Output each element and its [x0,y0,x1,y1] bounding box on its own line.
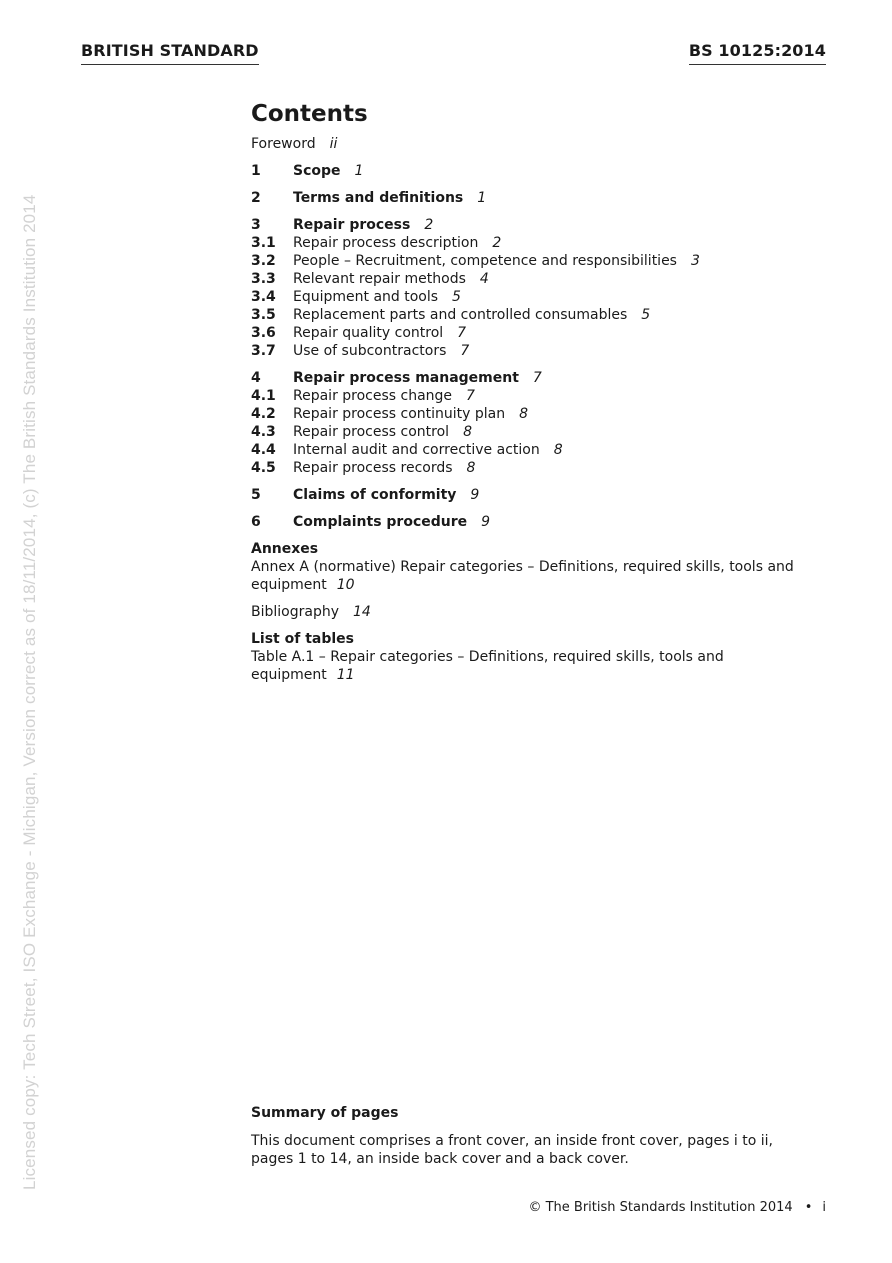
toc-label: Use of subcontractors [293,343,447,359]
toc-page: 14 [353,604,371,620]
toc-number: 3 [251,217,261,233]
toc-entry-3-3[interactable] [251,270,821,288]
toc-label: Repair process records [293,460,453,476]
toc-page: 8 [519,406,529,422]
table-of-contents [251,97,821,684]
toc-page: 1 [354,163,364,179]
toc-page: 4 [479,271,489,287]
toc-number: 1 [251,163,261,179]
toc-entry-3-5[interactable] [251,306,821,324]
toc-label: Claims of conformity [293,487,457,503]
toc-entry-annex-a[interactable] [251,558,821,594]
toc-label: Foreword [251,136,316,152]
toc-entry-1[interactable] [251,162,821,180]
toc-page: 3 [690,253,700,269]
toc-entry-4[interactable] [251,369,821,387]
toc-label: Repair process change [293,388,453,404]
toc-page: 8 [463,424,472,440]
toc-entry-3-2[interactable] [251,252,821,270]
toc-page: 9 [481,514,491,530]
toc-label: Internal audit and corrective action [293,442,540,458]
toc-number: 3.1 [251,235,276,251]
toc-label: Equipment and tools [293,289,439,305]
toc-page: 1 [477,190,487,206]
toc-label: Relevant repair methods [293,271,466,287]
toc-page: 2 [492,235,502,251]
toc-number: 3.3 [251,271,276,287]
toc-number: 5 [251,487,261,503]
toc-number: 3.4 [251,289,276,305]
list-of-tables-heading: List of tables [251,631,354,647]
annexes-heading: Annexes [251,541,319,557]
toc-page: 10 [336,577,355,593]
toc-page: 7 [532,370,542,386]
toc-label: Repair process control [293,424,450,440]
toc-entry-bibliography[interactable] [251,603,821,621]
summary-text: This document comprises a front cover, an inside front cover, pages i to ii, pages 1 to 14, an inside back cover and a back cover. [251,1133,773,1167]
toc-label: Repair process description [293,235,479,251]
toc-page: 8 [553,442,563,458]
toc-page: 8 [466,460,476,476]
toc-page: 2 [424,217,434,233]
toc-page: 5 [641,307,651,323]
toc-label: Terms and definitions [293,190,464,206]
toc-label: People – Recruitment, competence and responsibilities [293,253,677,269]
toc-number: 4.2 [251,406,276,422]
toc-entry-table-a1[interactable] [251,648,741,684]
toc-label: Scope [293,163,341,179]
toc-entry-4-2[interactable] [251,405,821,423]
toc-entry-4-1[interactable] [251,387,821,405]
toc-entry-3-7[interactable] [251,342,821,360]
toc-label: Repair quality control [293,325,444,341]
toc-label: Repair process management [293,370,519,386]
toc-number: 3.6 [251,325,276,341]
page-number: i [822,1200,826,1215]
toc-entry-3-4[interactable] [251,288,821,306]
toc-number: 4.1 [251,388,276,404]
toc-label: Repair process [293,217,411,233]
summary-heading: Summary of pages [251,1105,399,1121]
copyright-notice: © The British Standards Institution 2014 [528,1200,793,1215]
toc-entry-4-4[interactable] [251,441,821,459]
toc-entry-2[interactable] [251,189,821,207]
toc-label: Complaints procedure [293,514,468,530]
toc-number: 3.5 [251,307,276,323]
toc-page: ii [329,136,338,152]
toc-number: 4.4 [251,442,276,458]
toc-page: 7 [466,388,475,404]
toc-entry-4-5[interactable] [251,459,821,477]
toc-number: 2 [251,190,261,206]
toc-number: 6 [251,514,261,530]
toc-number: 3.2 [251,253,276,269]
header-standard-number: BS 10125:2014 [689,40,826,65]
toc-label: Annex A (normative) Repair categories – Definitions, required skills, tools and equipment [251,559,794,593]
summary-of-pages [251,1104,811,1168]
toc-page: 7 [457,325,467,341]
toc-number: 4.3 [251,424,276,440]
toc-entry-6[interactable] [251,513,821,531]
bullet-separator: • [804,1200,813,1215]
toc-page: 11 [336,667,355,683]
toc-entry-5[interactable] [251,486,821,504]
license-watermark: Licensed copy: Tech Street, ISO Exchange - Michigan, Version correct as of 18/11/2014, (c) The British Standards Institution 2014 [20,194,39,1190]
toc-entry-3-6[interactable] [251,324,821,342]
toc-entry-foreword[interactable] [251,135,821,153]
header-standard-label: BRITISH STANDARD [81,40,259,65]
toc-entry-3-1[interactable] [251,234,821,252]
toc-label: Replacement parts and controlled consumables [293,307,628,323]
contents-title: Contents [251,101,368,127]
toc-number: 4.5 [251,460,276,476]
toc-page: 5 [452,289,461,305]
page-footer [528,1199,826,1217]
toc-label: Repair process continuity plan [293,406,506,422]
toc-page: 9 [470,487,480,503]
toc-entry-4-3[interactable] [251,423,821,441]
toc-entry-3[interactable] [251,216,821,234]
toc-number: 3.7 [251,343,276,359]
toc-label: Table A.1 – Repair categories – Definitions, required skills, tools and equipment [251,649,724,683]
toc-number: 4 [251,370,261,386]
toc-label: Bibliography [251,604,339,620]
toc-page: 7 [460,343,470,359]
